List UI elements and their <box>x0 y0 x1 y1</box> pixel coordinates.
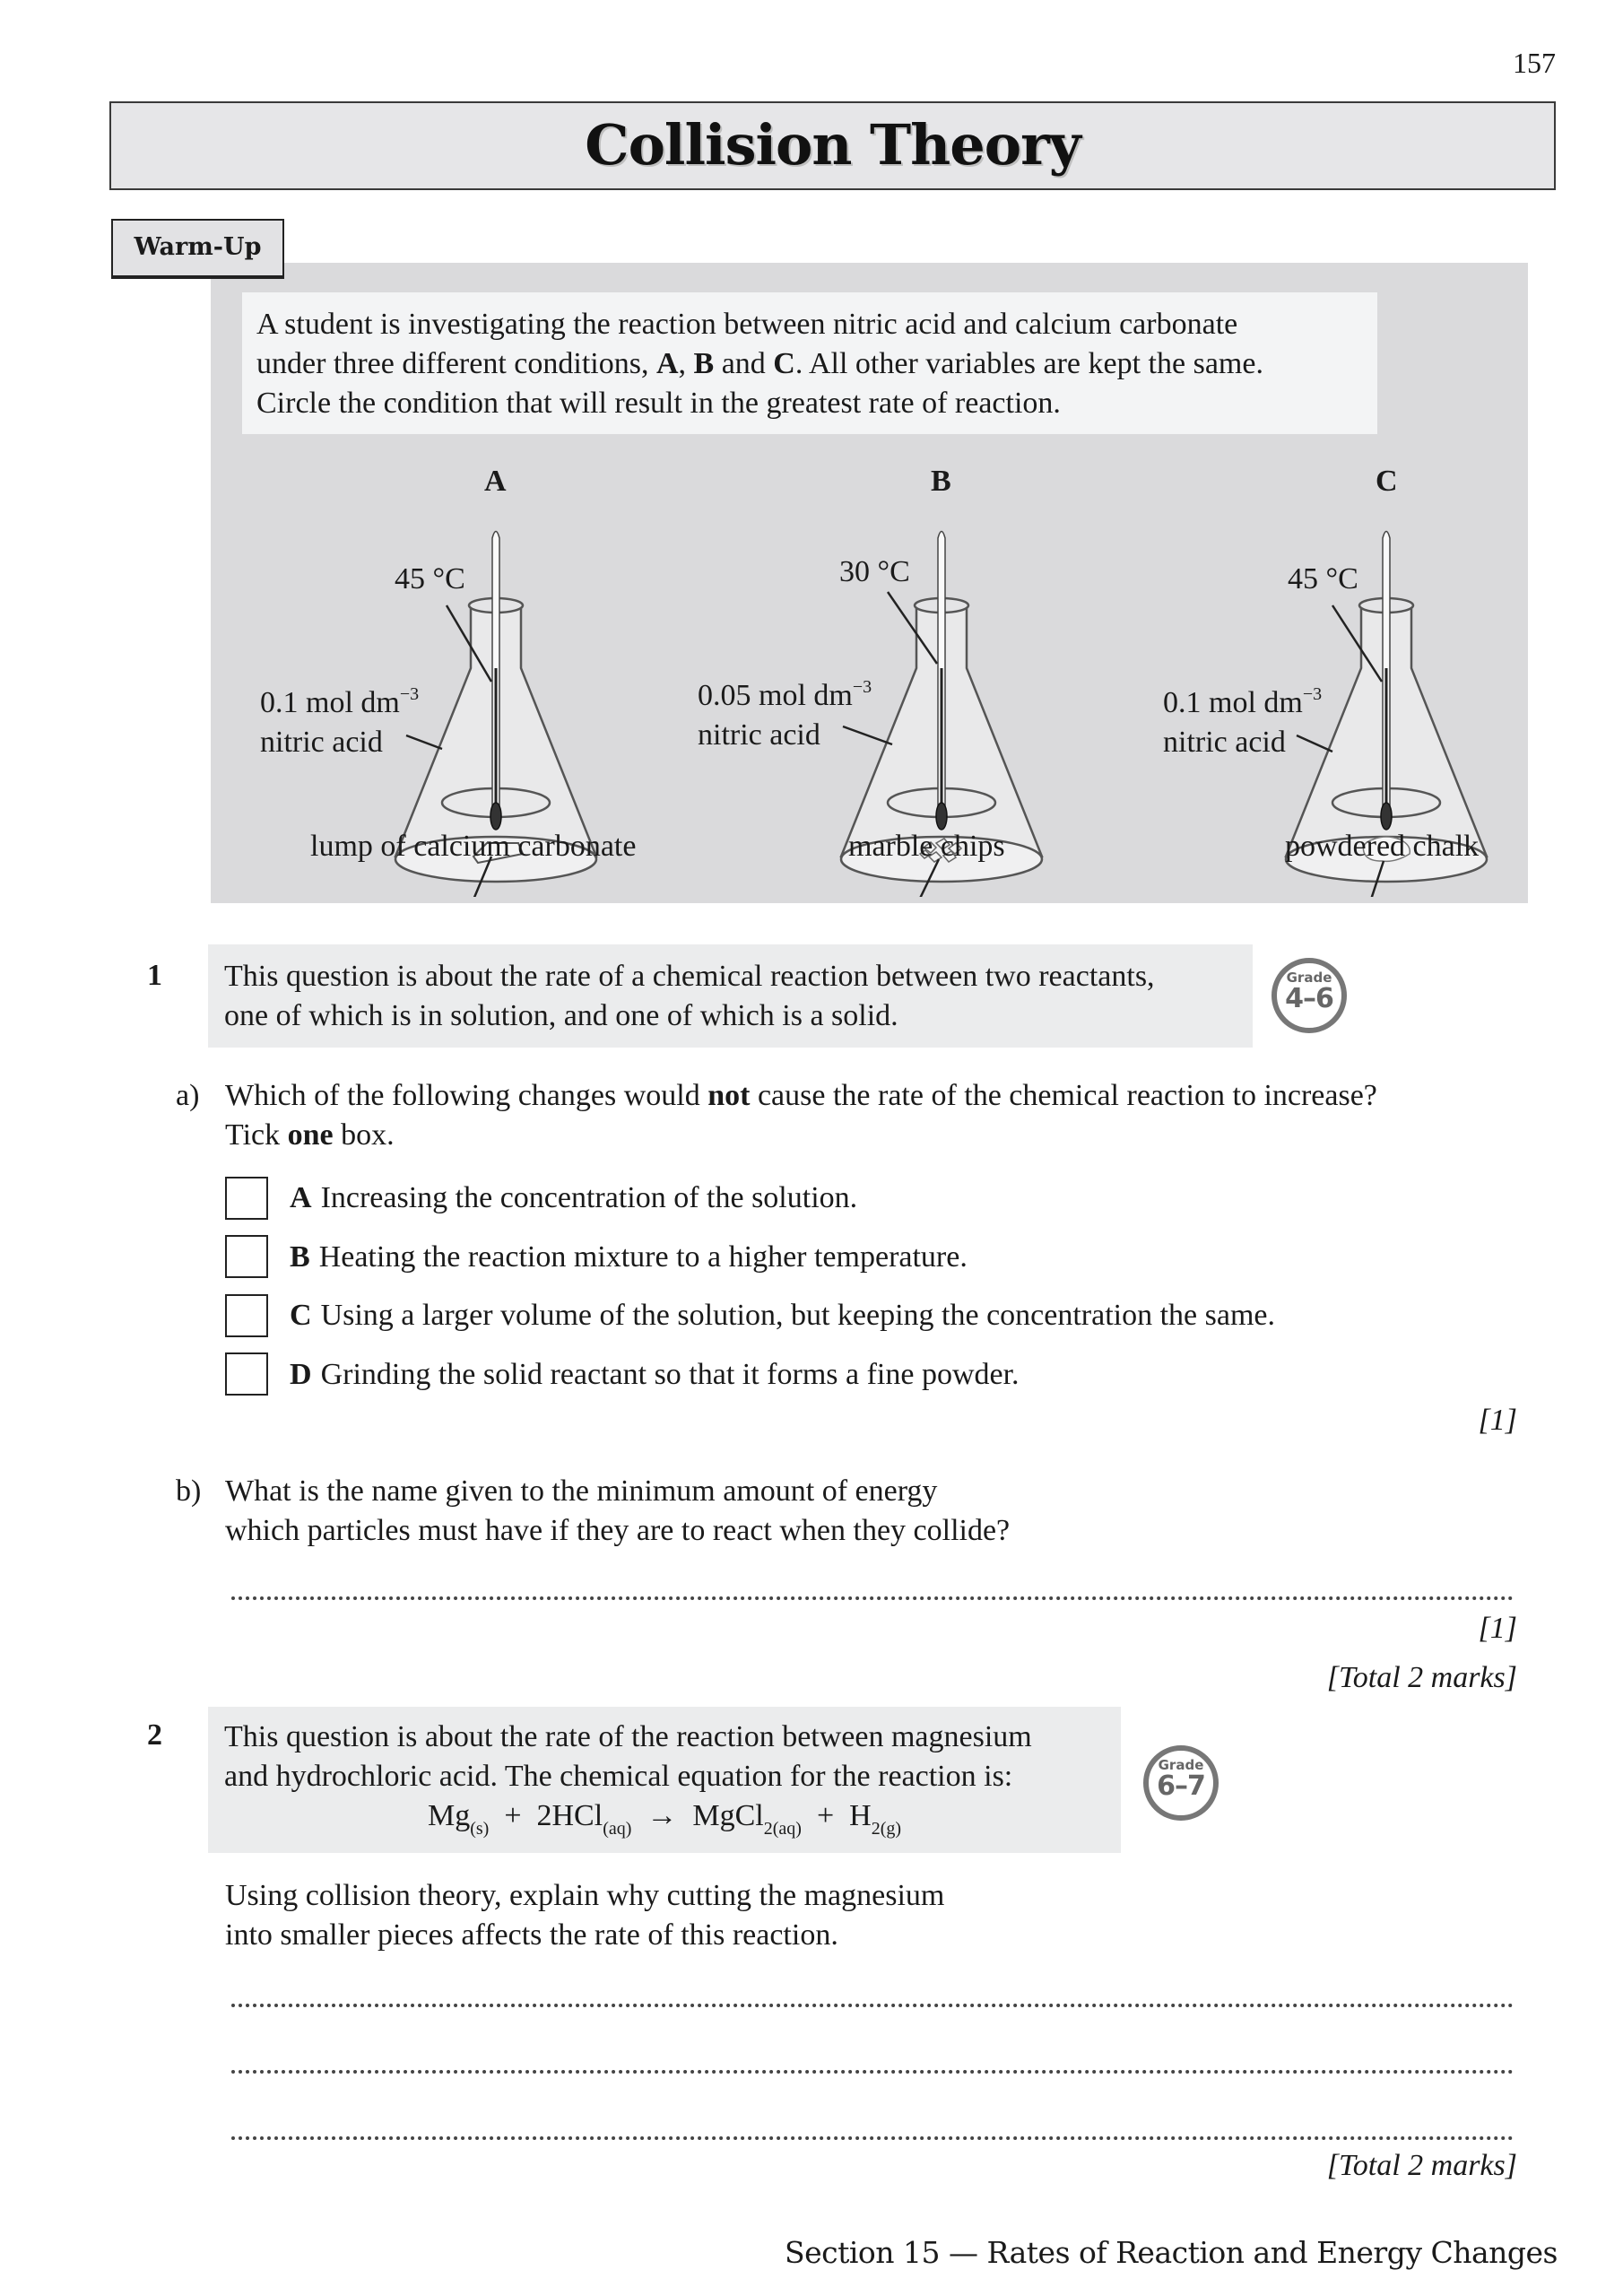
question-1a-marks: [1] <box>1478 1404 1517 1437</box>
question-2-prompt: Using collision theory, explain why cutting the magnesium into smaller pieces affects the rate of this reaction. <box>225 1879 945 1952</box>
option-a-checkbox[interactable] <box>225 1177 268 1220</box>
flask-a-temperature: 45 °C <box>395 562 465 596</box>
flask-b-acid: nitric acid <box>698 718 820 752</box>
flask-c-acid: nitric acid <box>1163 726 1286 759</box>
flask-a-acid: nitric acid <box>260 726 383 759</box>
grade-badge-4-6: Grade 4–6 <box>1271 958 1347 1033</box>
warmup-tab-label: Warm-Up <box>134 233 262 261</box>
flask-b-label[interactable]: B <box>931 465 951 498</box>
grade-badge-6-7: Grade 6–7 <box>1143 1745 1219 1821</box>
question-1-number: 1 <box>147 959 162 992</box>
question-1-intro-line-1: This question is about the rate of a chemical reaction between two reactants, <box>224 960 1155 993</box>
flask-c-solid: powdered chalk <box>1285 830 1480 863</box>
warmup-line-3: Circle the condition that will result in the greatest rate of reaction. <box>256 387 1061 420</box>
flask-a-label[interactable]: A <box>484 465 507 498</box>
flask-c-concentration: 0.1 mol $dm^{-3}$ <box>1163 684 1323 719</box>
question-2-intro-line-2: and hydrochloric acid. The chemical equation for the reaction is: <box>224 1760 1013 1793</box>
question-1b-marks: [1] <box>1478 1612 1517 1645</box>
section-footer: Section 15 — Rates of Reaction and Energy Changes <box>784 2235 1558 2270</box>
question-2-answer-line-3[interactable] <box>231 2136 1514 2140</box>
warmup-line-2: under three different conditions, A, B and C. All other variables are kept the same. <box>256 347 1263 380</box>
chemical-equation: $Mg_{(s)} + 2HCl_{(aq)}$ → MgCl$_{2(aq)}$ + $H_{2(g)}$ <box>427 1799 902 1839</box>
question-2-intro-line-1: This question is about the rate of the reaction between magnesium <box>224 1720 1032 1753</box>
option-d-checkbox[interactable] <box>225 1352 268 1396</box>
option-b-checkbox[interactable] <box>225 1235 268 1278</box>
flask-b-concentration: 0.05 mol $dm^{-3}$ <box>698 677 872 712</box>
flask-a-concentration: 0.1 mol $dm^{-3}$ <box>260 684 420 719</box>
flask-a-solid: lump of calcium carbonate <box>310 830 637 863</box>
page-number: 157 <box>1513 47 1556 79</box>
question-2-total-marks: [Total 2 marks] <box>1326 2149 1517 2182</box>
option-c-checkbox[interactable] <box>225 1294 268 1337</box>
question-2-number: 2 <box>147 1718 162 1752</box>
option-d: D Grinding the solid reactant so that it forms a fine powder. <box>290 1358 1020 1391</box>
question-1b-label: b) <box>176 1474 202 1508</box>
page-title: Collision Theory <box>585 112 1081 178</box>
question-1-total-marks: [Total 2 marks] <box>1326 1661 1517 1694</box>
flask-b-temperature: 30 °C <box>839 555 910 588</box>
question-1a-label: a) <box>176 1079 200 1112</box>
warmup-tab <box>111 219 284 279</box>
question-1b-answer-line[interactable] <box>231 1596 1514 1600</box>
warmup-line-1: A student is investigating the reaction between nitric acid and calcium carbonate <box>256 308 1238 341</box>
question-1-intro-box <box>208 944 1253 1048</box>
question-2-answer-line-1[interactable] <box>231 2004 1514 2007</box>
option-a: A Increasing the concentration of the solution. <box>290 1181 858 1214</box>
flask-c-label[interactable]: C <box>1376 465 1398 498</box>
question-1b-text: What is the name given to the minimum amount of energy which particles must have if they are to react when they collide? <box>225 1474 1011 1547</box>
option-c: C Using a larger volume of the solution, but keeping the concentration the same. <box>290 1299 1275 1332</box>
question-2-answer-line-2[interactable] <box>231 2070 1514 2074</box>
question-1-intro-line-2: one of which is in solution, and one of which is a solid. <box>224 999 898 1032</box>
option-b: B Heating the reaction mixture to a higher temperature. <box>290 1240 968 1274</box>
page-title-banner <box>109 101 1556 190</box>
question-1a-text: Which of the following changes would not cause the rate of the chemical reaction to increase? Tick one box. <box>225 1079 1377 1152</box>
warmup-instructions <box>242 292 1377 434</box>
flask-b-solid: marble chips <box>848 830 1005 863</box>
flask-c-temperature: 45 °C <box>1288 562 1358 596</box>
question-2-intro-box <box>208 1707 1121 1853</box>
